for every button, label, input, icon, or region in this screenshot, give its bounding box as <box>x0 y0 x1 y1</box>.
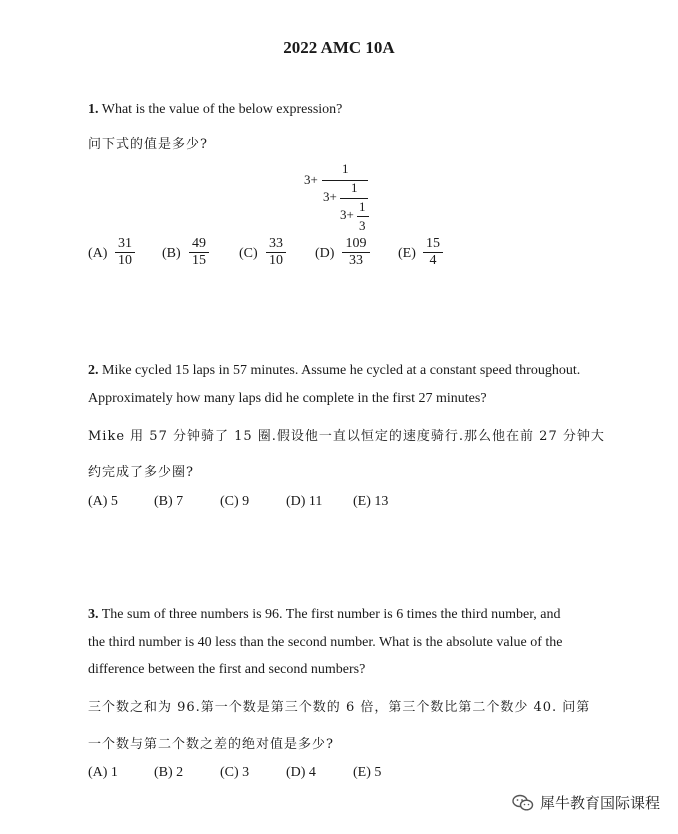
q2-line-2: Approximately how many laps did he complete in the first 27 minutes? <box>88 391 487 406</box>
fraction-denominator: 33 <box>349 253 363 268</box>
expr-numerator-1: 1 <box>342 161 349 176</box>
q2-number: 2. <box>88 363 99 378</box>
expr-bar-3 <box>357 216 369 217</box>
q1-chinese: 问下式的值是多少? <box>88 137 208 152</box>
q1-choice-d-fraction <box>342 236 370 269</box>
wechat-icon <box>512 794 534 812</box>
q2-choice-a: (A) 5 <box>88 494 118 509</box>
q1-question: What is the value of the below expression? <box>101 102 343 117</box>
fraction-numerator: 49 <box>192 236 206 251</box>
q3-choice-b: (B) 2 <box>154 765 184 780</box>
expr-term-c: 3+ <box>340 207 354 222</box>
fraction-numerator: 109 <box>345 236 367 251</box>
q3-choice-c: (C) 3 <box>220 765 250 780</box>
q2-line-1 <box>88 363 580 379</box>
watermark <box>512 792 660 813</box>
expr-numerator-2: 1 <box>351 180 358 195</box>
q2-chinese-1: Mike 用 57 分钟骑了 15 圈.假设他一直以恒定的速度骑行.那么他在前 27 分钟大 <box>88 429 605 444</box>
expr-term-a: 3+ <box>304 172 318 187</box>
q2-choice-b: (B) 7 <box>154 494 184 509</box>
q3-chinese-2: 一个数与第二个数之差的绝对值是多少? <box>88 737 334 752</box>
q2-choice-c: (C) 9 <box>220 494 250 509</box>
q1-choice-a-fraction <box>115 236 135 269</box>
fraction-denominator: 15 <box>192 253 206 268</box>
q2-choice-e: (E) 13 <box>353 494 389 509</box>
q1-choice-b-label: (B) <box>162 246 181 261</box>
q3-choice-a: (A) 1 <box>88 765 118 780</box>
q3-number: 3. <box>88 607 99 622</box>
q3-line-1-text: The sum of three numbers is 96. The first number is 6 times the third number, and <box>101 607 561 622</box>
fraction-denominator: 4 <box>429 253 437 268</box>
q1-text <box>88 102 342 118</box>
q2-chinese-2: 约完成了多少圈? <box>88 465 194 480</box>
q2-choice-d: (D) 11 <box>286 494 323 509</box>
fraction-numerator: 15 <box>426 236 440 251</box>
watermark-text: 犀牛教育国际课程 <box>539 794 660 812</box>
q1-choice-e-label: (E) <box>398 246 416 261</box>
q1-number: 1. <box>88 102 99 117</box>
page-title: 2022 AMC 10A <box>283 38 395 57</box>
expr-numerator-3: 1 <box>359 199 366 214</box>
q1-choice-e-fraction <box>423 236 443 269</box>
q3-line-1 <box>88 607 561 623</box>
expr-denominator-3: 3 <box>359 218 366 233</box>
q2-line-1-text: Mike cycled 15 laps in 57 minutes. Assume he cycled at a constant speed throughout. <box>102 363 581 378</box>
q3-line-2: the third number is 40 less than the second number. What is the absolute value of the <box>88 635 563 650</box>
q1-choice-c-fraction <box>266 236 286 269</box>
q1-choice-c-label: (C) <box>239 246 258 261</box>
fraction-numerator: 33 <box>269 236 283 251</box>
fraction-denominator: 10 <box>118 253 132 268</box>
expr-bar-1 <box>322 180 368 181</box>
expr-term-b: 3+ <box>323 189 337 204</box>
q1-choice-d-label: (D) <box>315 246 335 261</box>
q1-choice-b-fraction <box>189 236 209 269</box>
q3-chinese-1: 三个数之和为 96.第一个数是第三个数的 6 倍，第三个数比第二个数少 40. 问第 <box>88 700 591 715</box>
q1-choice-a-label: (A) <box>88 246 108 261</box>
fraction-numerator: 31 <box>118 236 132 251</box>
fraction-denominator: 10 <box>269 253 283 268</box>
q3-choice-e: (E) 5 <box>353 765 382 780</box>
q3-choice-d: (D) 4 <box>286 765 316 780</box>
q3-line-3: difference between the first and second numbers? <box>88 662 366 677</box>
